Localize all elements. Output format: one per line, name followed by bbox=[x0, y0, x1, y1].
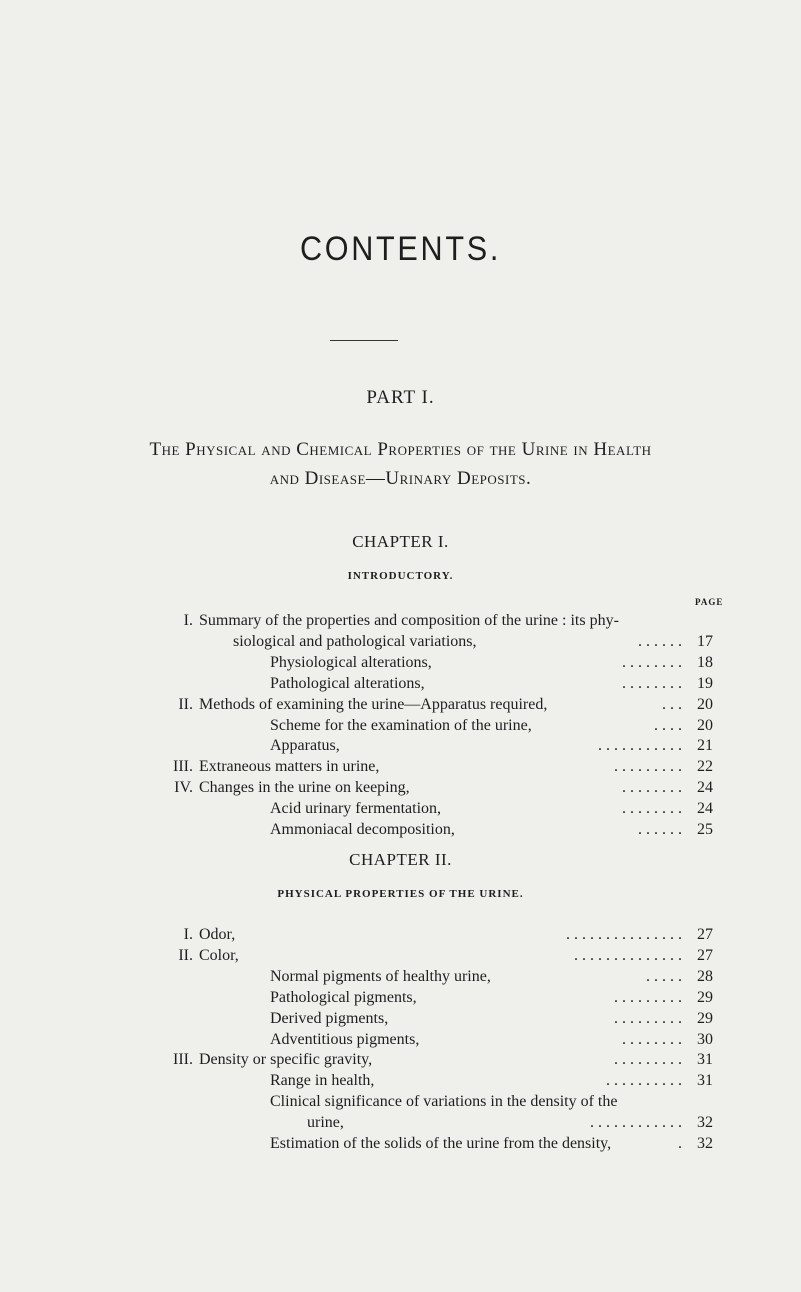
chapter-2-subtitle: PHYSICAL PROPERTIES OF THE URINE. bbox=[277, 888, 524, 900]
toc-entry-page-number: 24 bbox=[697, 800, 713, 818]
toc-entry-page-number: 27 bbox=[697, 926, 713, 943]
toc-entry bbox=[0, 695, 801, 715]
toc-entry-number: II. bbox=[178, 695, 193, 713]
toc-entry-page-number: 17 bbox=[697, 632, 713, 650]
toc-entry-title: Acid urinary fermentation, bbox=[270, 800, 442, 818]
toc-entry bbox=[0, 653, 801, 673]
toc-entry-page-number: 31 bbox=[697, 1051, 713, 1069]
toc-entry bbox=[0, 946, 801, 966]
toc-entry-title: Normal pigments of healthy urine, bbox=[270, 967, 491, 985]
title-divider bbox=[330, 340, 398, 341]
toc-entry-page-number: 20 bbox=[697, 695, 713, 713]
toc-entry-page-number: 18 bbox=[697, 653, 713, 671]
toc-entry-page-number: 28 bbox=[697, 967, 713, 985]
toc-entry-leader: . . . . . . . . bbox=[622, 779, 682, 797]
toc-entry-page-number: 19 bbox=[697, 674, 713, 692]
toc-entry-title: siological and pathological variations, bbox=[233, 632, 477, 650]
toc-entry-title: Color, bbox=[199, 946, 239, 964]
toc-entry-leader: . . . . . . . . bbox=[622, 674, 682, 692]
toc-entry-leader: . . . . . . . . . . . . . . . bbox=[566, 926, 682, 943]
toc-entry-leader: . . . . . . . . . . . . bbox=[590, 1114, 682, 1132]
toc-entry-title: Pathological alterations, bbox=[270, 674, 425, 692]
toc-entry bbox=[0, 1009, 801, 1029]
toc-entry-leader: . . . . . . bbox=[638, 632, 682, 650]
toc-entry-leader: . . . . . . . . . . . . . . bbox=[574, 946, 682, 964]
toc-entry-leader: . . . . . bbox=[646, 967, 682, 985]
chapter-1-subtitle: INTRODUCTORY. bbox=[347, 570, 454, 582]
toc-entry bbox=[0, 1092, 801, 1112]
toc-entry-page-number: 30 bbox=[697, 1030, 713, 1048]
toc-entry bbox=[0, 736, 801, 756]
toc-entry-title: Pathological pigments, bbox=[270, 988, 417, 1006]
toc-entry-title: Estimation of the solids of the urine from the density, bbox=[270, 1135, 612, 1152]
part-title: PART I. bbox=[366, 387, 435, 408]
toc-entry bbox=[0, 1071, 801, 1091]
toc-entry bbox=[0, 757, 801, 777]
toc-entry bbox=[0, 611, 801, 631]
chapter-1-title: CHAPTER I. bbox=[352, 532, 449, 551]
toc-entry-leader: . . . . . . . . . . bbox=[606, 1072, 682, 1090]
toc-entry-leader: . . . . . . . . bbox=[622, 800, 682, 818]
toc-entry bbox=[0, 1030, 801, 1050]
toc-entry-page-number: 21 bbox=[697, 737, 713, 755]
toc-entry bbox=[0, 925, 801, 945]
page-title: CONTENTS. bbox=[299, 230, 502, 268]
toc-entry-title: Ammoniacal decomposition, bbox=[270, 821, 455, 838]
toc-entry-title: Range in health, bbox=[270, 1072, 375, 1090]
toc-entry-leader: . . . . . . . . bbox=[622, 1030, 682, 1048]
toc-entry bbox=[0, 820, 801, 840]
toc-entry-page-number: 29 bbox=[697, 1009, 713, 1027]
toc-entry-title: Extraneous matters in urine, bbox=[199, 758, 380, 776]
toc-entry bbox=[0, 1113, 801, 1133]
toc-entry-leader: . . . . . . . . . bbox=[614, 1051, 682, 1069]
toc-entry bbox=[0, 778, 801, 798]
toc-entry-leader: . . . . . . . . . . . bbox=[598, 737, 682, 755]
toc-entry bbox=[0, 1134, 801, 1154]
toc-entry-page-number: 32 bbox=[697, 1114, 713, 1132]
toc-entry-leader: . . . . . . bbox=[638, 821, 682, 838]
toc-entry-page-number: 24 bbox=[697, 779, 713, 797]
toc-entry bbox=[0, 988, 801, 1008]
toc-entry-title: Clinical significance of variations in the density of the bbox=[270, 1093, 618, 1111]
toc-entry-leader: . . . . . . . . . bbox=[614, 988, 682, 1006]
toc-entry-page-number: 20 bbox=[697, 716, 713, 734]
toc-entry-leader: . . . bbox=[662, 695, 682, 713]
toc-entry-leader: . bbox=[678, 1135, 682, 1152]
chapter-2-title: CHAPTER II. bbox=[349, 850, 452, 869]
toc-entry-title: Changes in the urine on keeping, bbox=[199, 779, 410, 797]
toc-entry-number: I. bbox=[183, 926, 193, 943]
toc-entry-leader: . . . . . . . . bbox=[622, 653, 682, 671]
toc-entry bbox=[0, 674, 801, 694]
toc-entry-title: Scheme for the examination of the urine, bbox=[270, 716, 532, 734]
toc-entry-leader: . . . . . . . . . bbox=[614, 1009, 682, 1027]
toc-entry bbox=[0, 799, 801, 819]
toc-entry bbox=[0, 1050, 801, 1070]
toc-entry-page-number: 29 bbox=[697, 988, 713, 1006]
toc-entry-page-number: 32 bbox=[697, 1135, 713, 1152]
toc-entry-title: Apparatus, bbox=[270, 737, 340, 755]
toc-entry-number: I. bbox=[183, 612, 193, 629]
toc-entry-page-number: 25 bbox=[697, 821, 713, 838]
toc-entry-page-number: 27 bbox=[697, 946, 713, 964]
toc-entry-title: Derived pigments, bbox=[270, 1009, 389, 1027]
toc-entry bbox=[0, 632, 801, 652]
toc-entry-leader: . . . . bbox=[654, 716, 682, 734]
toc-entry-number: III. bbox=[173, 758, 193, 776]
part-subtitle-line-1: The Physical and Chemical Properties of the Urine in Health bbox=[149, 439, 652, 460]
part-subtitle-line-2: and Disease—Urinary Deposits. bbox=[269, 468, 532, 489]
toc-entry-leader: . . . . . . . . . bbox=[614, 758, 682, 776]
toc-entry bbox=[0, 716, 801, 736]
toc-entry-title: Methods of examining the urine—Apparatus required, bbox=[199, 695, 548, 713]
toc-entry-title: urine, bbox=[307, 1114, 344, 1132]
toc-entry-title: Density or specific gravity, bbox=[199, 1051, 373, 1069]
page-column-label: PAGE bbox=[695, 597, 724, 607]
toc-entry-title: Physiological alterations, bbox=[270, 653, 432, 671]
toc-entry-page-number: 22 bbox=[697, 758, 713, 776]
toc-entry-title: Odor, bbox=[199, 926, 236, 943]
toc-entry-title: Adventitious pigments, bbox=[270, 1030, 420, 1048]
toc-entry-title: Summary of the properties and composition of the urine : its phy- bbox=[199, 612, 619, 629]
toc-entry-number: III. bbox=[173, 1051, 193, 1069]
toc-entry-number: II. bbox=[178, 946, 193, 964]
toc-entry-number: IV. bbox=[174, 779, 193, 797]
toc-entry-page-number: 31 bbox=[697, 1072, 713, 1090]
toc-entry bbox=[0, 967, 801, 987]
